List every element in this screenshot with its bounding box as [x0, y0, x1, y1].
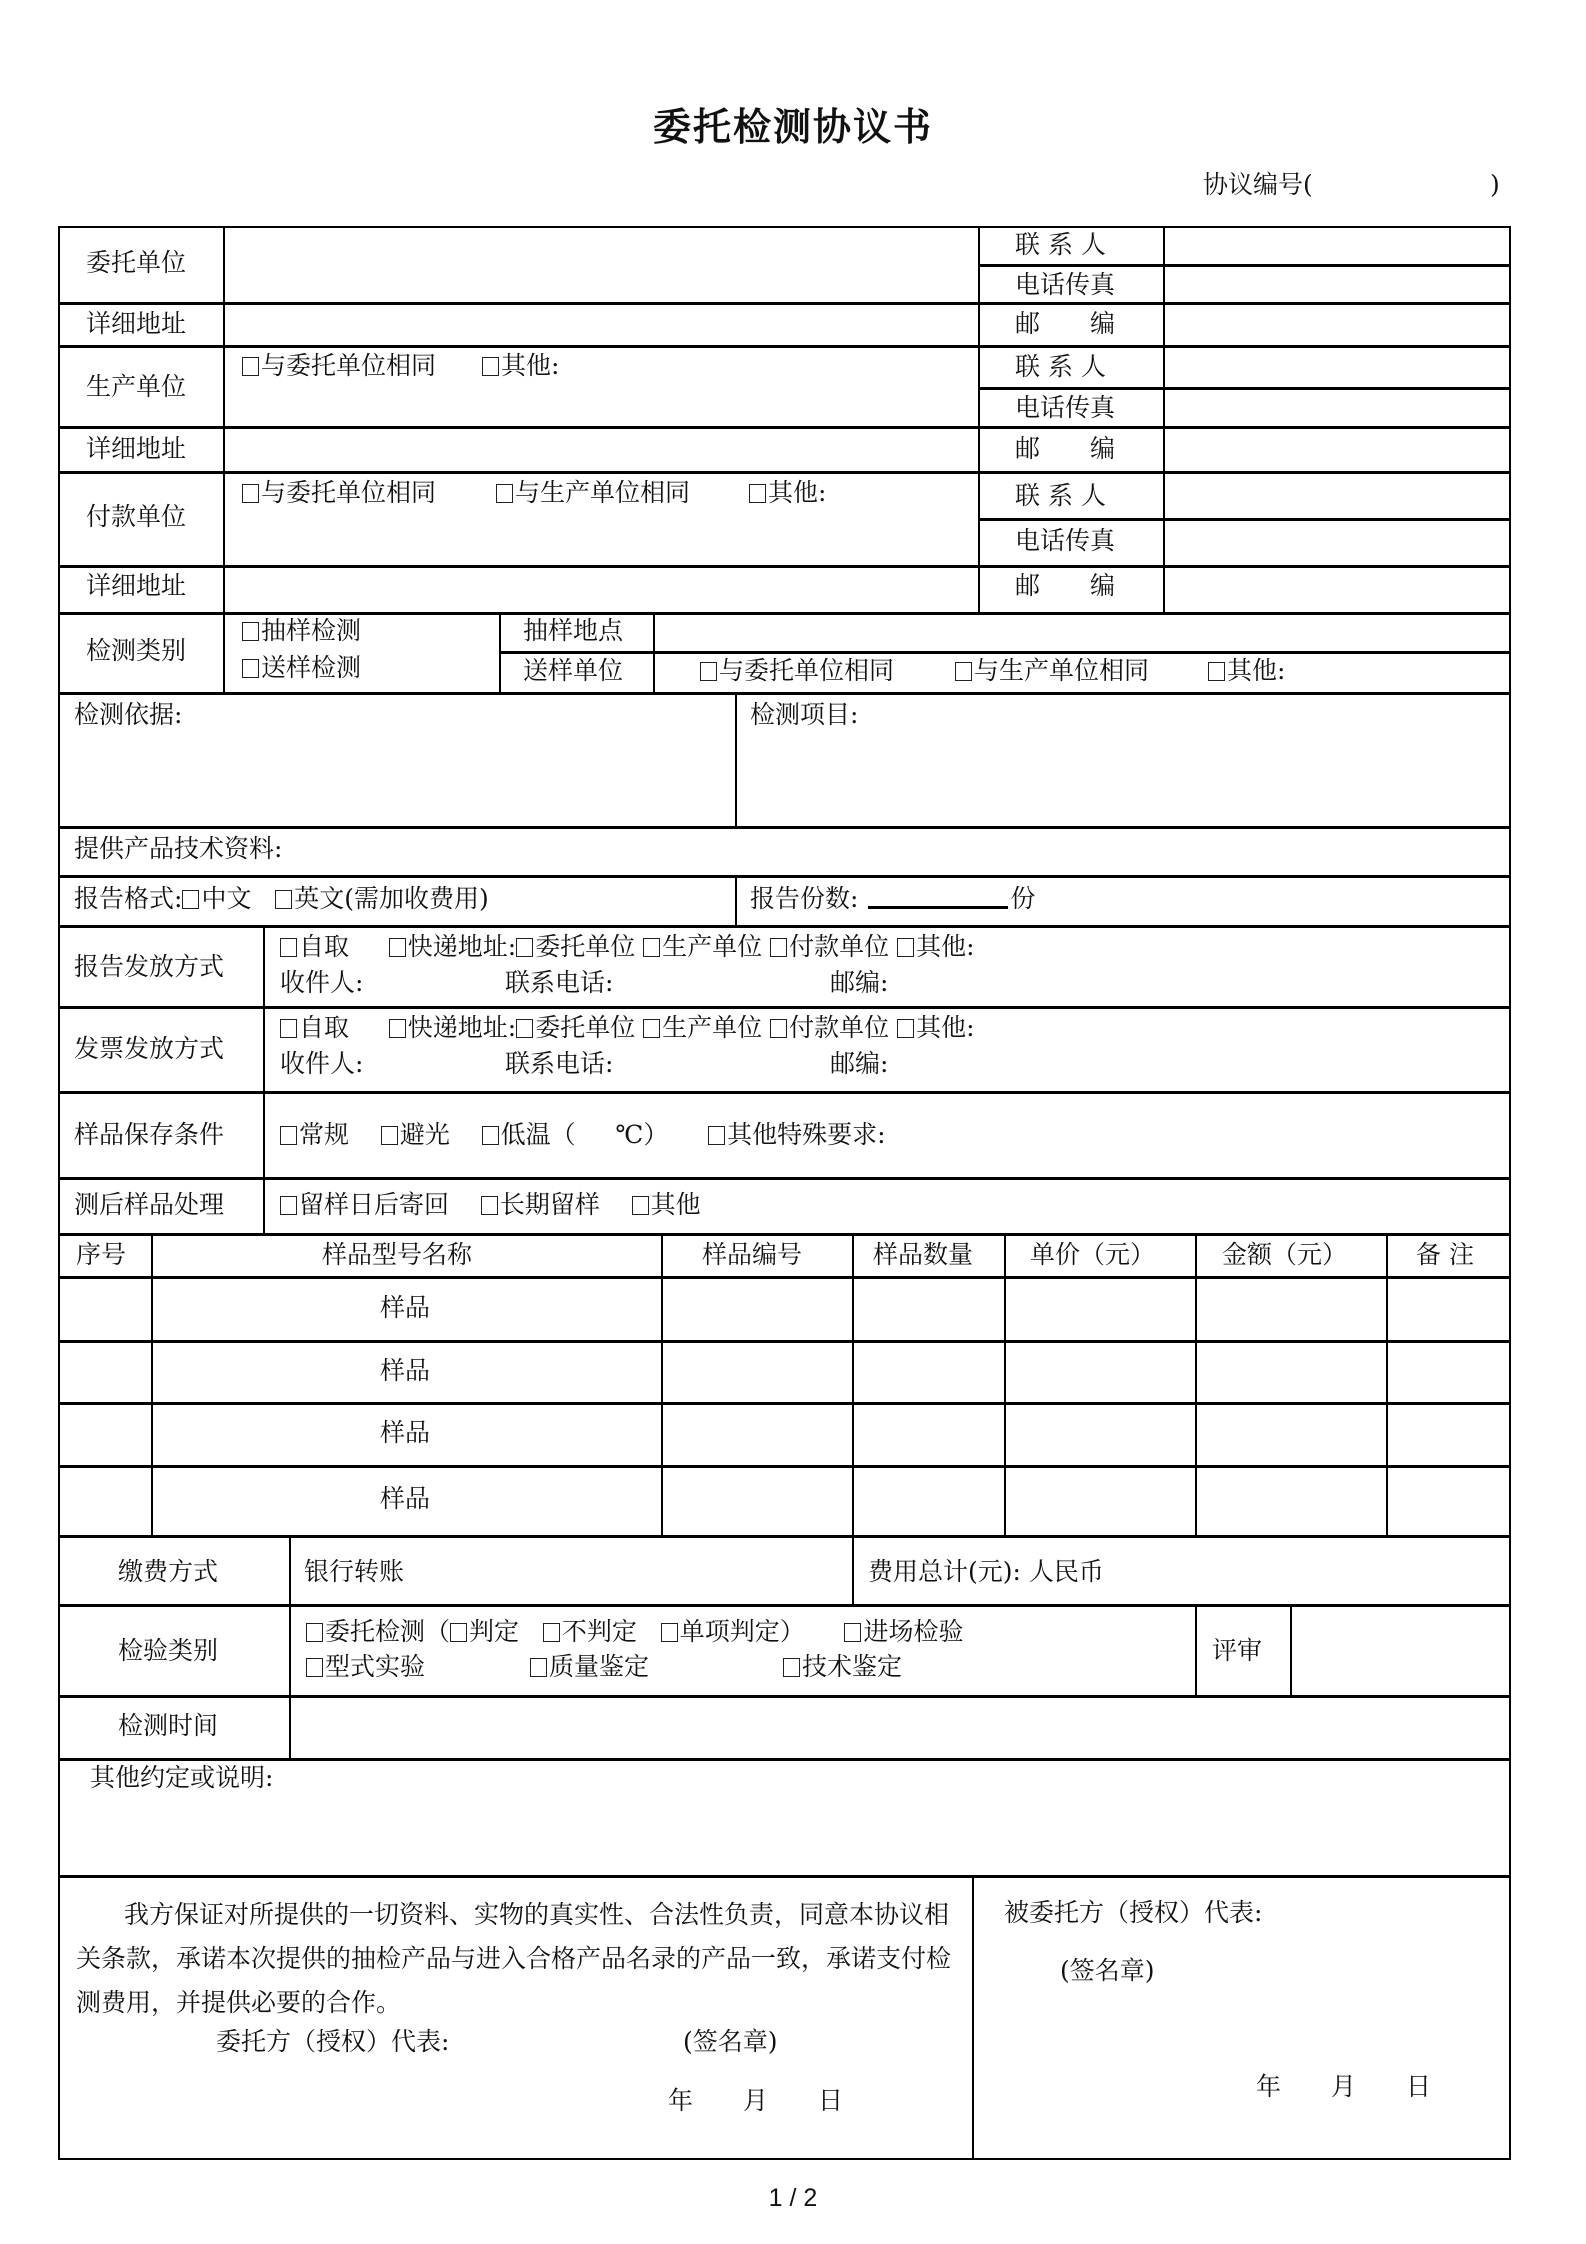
- divider: [58, 345, 1510, 348]
- option-label: 英文(需加收费用): [294, 884, 489, 913]
- agreement-no-close: ): [1490, 170, 1500, 199]
- col-header-sample-no: 样品编号: [702, 1240, 803, 1269]
- checkbox[interactable]: [481, 1196, 498, 1215]
- option-label: 自取: [299, 1013, 350, 1042]
- document-title: 委托检测协议书: [652, 104, 933, 149]
- divider: [223, 226, 225, 612]
- inspection-option-quality[interactable]: [530, 1652, 649, 1682]
- invoice-delivery-options: [280, 1013, 975, 1043]
- report-format-row: [74, 884, 489, 914]
- checkbox[interactable]: [844, 1623, 861, 1642]
- option-label: 生产单位: [662, 1013, 763, 1042]
- tech-docs-label: 提供产品技术资料:: [74, 834, 283, 863]
- divider: [58, 875, 1510, 878]
- checkbox[interactable]: [516, 938, 533, 957]
- sampling-site-label: 抽样地点: [523, 616, 624, 645]
- divider: [1195, 1604, 1197, 1695]
- entrust-contact-label: 联 系 人: [1015, 230, 1106, 259]
- divider: [58, 302, 1510, 305]
- divider: [58, 471, 1510, 474]
- divider: [1163, 226, 1165, 612]
- col-header-name: 样品型号名称: [322, 1240, 473, 1269]
- divider: [58, 1233, 1510, 1236]
- page-number: 1 / 2: [768, 2184, 818, 2212]
- option-label: 判定: [469, 1617, 520, 1646]
- producer-zip-label: 邮 编: [1015, 434, 1116, 463]
- test-time-label: 检测时间: [118, 1711, 219, 1740]
- agent-rep-label: 被委托方（授权）代表:: [1004, 1898, 1263, 1927]
- option-label: 其他:: [501, 351, 560, 380]
- divider: [978, 226, 980, 612]
- checkbox[interactable]: [708, 1126, 725, 1145]
- checkbox[interactable]: [783, 1658, 800, 1677]
- option-label: 其他特殊要求:: [727, 1120, 886, 1149]
- option-label: 生产单位: [662, 932, 763, 961]
- inspection-options-row1: [306, 1617, 964, 1647]
- payer-phone-label: 电话传真: [1015, 526, 1116, 555]
- checkbox-english[interactable]: [275, 890, 292, 909]
- option-label: 不判定: [561, 1617, 637, 1646]
- divider: [58, 1276, 1510, 1279]
- payer-opt-other[interactable]: [749, 478, 826, 508]
- frame-top: [58, 226, 1510, 228]
- checkbox[interactable]: [482, 1126, 499, 1145]
- client-signature-label: (签名章): [683, 2027, 778, 2056]
- checkbox[interactable]: [897, 938, 914, 957]
- divider: [58, 826, 1510, 829]
- checkbox[interactable]: [643, 1019, 660, 1038]
- sender-opt-same-producer[interactable]: [955, 656, 1149, 686]
- option-label: 质量鉴定: [549, 1652, 650, 1681]
- option-label: 自取: [299, 932, 350, 961]
- divider: [972, 1875, 974, 2158]
- divider: [735, 692, 737, 827]
- checkbox[interactable]: [306, 1623, 323, 1642]
- payer-label: 付款单位: [86, 502, 187, 531]
- producer-opt-same-entrust[interactable]: [242, 351, 436, 381]
- option-label: 低温（: [500, 1120, 576, 1149]
- checkbox[interactable]: [389, 938, 406, 957]
- report-delivery-options: [280, 932, 975, 962]
- inspection-option-technical[interactable]: [783, 1652, 902, 1682]
- divider: [58, 1177, 1510, 1180]
- option-label: 与生产单位相同: [974, 656, 1150, 685]
- option-label: 避光: [399, 1120, 450, 1149]
- divider: [289, 1537, 291, 1758]
- checkbox[interactable]: [242, 484, 259, 503]
- producer-opt-other[interactable]: [482, 351, 559, 381]
- checkbox[interactable]: [280, 938, 297, 957]
- test-type-label: 检测类别: [86, 636, 187, 665]
- divider: [58, 1340, 1510, 1343]
- payer-opt-same-producer[interactable]: [496, 478, 690, 508]
- entrust-address-label: 详细地址: [86, 309, 187, 338]
- payer-opt-same-entrust[interactable]: [242, 478, 436, 508]
- client-rep-label: 委托方（授权）代表:: [216, 2027, 450, 2056]
- divider: [58, 612, 1510, 615]
- option-label: 常规: [299, 1120, 350, 1149]
- invoice-zip-label: 邮编:: [830, 1049, 889, 1078]
- checkbox[interactable]: [450, 1623, 467, 1642]
- report-zip-label: 邮编:: [830, 968, 889, 997]
- agreement-no-label: 协议编号(: [1203, 170, 1313, 199]
- checkbox[interactable]: [749, 484, 766, 503]
- checkbox[interactable]: [632, 1196, 649, 1215]
- invoice-recipient-label: 收件人:: [280, 1049, 364, 1078]
- payment-method: 银行转账: [304, 1557, 405, 1586]
- disposal-options: [280, 1190, 701, 1220]
- copies-input[interactable]: [868, 884, 1008, 909]
- option-label: 其他:: [1227, 656, 1286, 685]
- report-format-label: 报告格式:: [74, 884, 183, 913]
- copies-label: 报告份数:: [750, 884, 859, 913]
- checkbox[interactable]: [643, 938, 660, 957]
- test-type-delivered[interactable]: [242, 653, 361, 683]
- producer-address-label: 详细地址: [86, 434, 187, 463]
- checkbox[interactable]: [770, 1019, 787, 1038]
- divider: [263, 1091, 265, 1233]
- option-label: ℃）: [615, 1120, 669, 1149]
- checkbox[interactable]: [496, 484, 513, 503]
- divider: [58, 1875, 1510, 1878]
- producer-phone-label: 电话传真: [1015, 393, 1116, 422]
- storage-options: [280, 1120, 886, 1150]
- report-recipient-label: 收件人:: [280, 968, 364, 997]
- payer-zip-label: 邮 编: [1015, 571, 1116, 600]
- option-label: 技术鉴定: [802, 1652, 903, 1681]
- total-fee-label: 费用总计(元): 人民币: [868, 1557, 1104, 1586]
- divider: [58, 1006, 1510, 1009]
- payer-contact-label: 联 系 人: [1015, 481, 1106, 510]
- table-row: 样品: [380, 1356, 431, 1385]
- divider: [735, 875, 737, 925]
- entrust-zip-label: 邮 编: [1015, 309, 1116, 338]
- option-label: 付款单位: [789, 1013, 890, 1042]
- agent-signature-label: (签名章): [1060, 1956, 1155, 1985]
- frame-right: [1509, 226, 1511, 2160]
- checkbox[interactable]: [543, 1623, 560, 1642]
- checkbox[interactable]: [700, 662, 717, 681]
- report-copies-row: [750, 884, 1035, 914]
- payer-address-label: 详细地址: [86, 571, 187, 600]
- review-label: 评审: [1212, 1636, 1263, 1665]
- items-label: 检测项目:: [750, 700, 859, 729]
- divider: [978, 264, 1510, 267]
- sender-unit-label: 送样单位: [523, 656, 624, 685]
- declaration-text: 我方保证对所提供的一切资料、实物的真实性、合法性负责，同意本协议相关条款，承诺本次提供的抽检产品与进入合格产品名录的产品一致，承诺支付检测费用，并提供必要的合作。: [76, 1900, 952, 2017]
- divider: [852, 1537, 854, 1604]
- divider: [978, 518, 1510, 521]
- divider: [58, 1402, 1510, 1405]
- divider: [223, 612, 225, 692]
- option-label: 单项判定）: [679, 1617, 805, 1646]
- entrust-label: 委托单位: [86, 248, 187, 277]
- option-label: 与委托单位相同: [261, 351, 437, 380]
- producer-contact-label: 联 系 人: [1015, 352, 1106, 381]
- invoice-tel-label: 联系电话:: [505, 1049, 614, 1078]
- divider: [58, 925, 1510, 928]
- checkbox[interactable]: [955, 662, 972, 681]
- agent-date: 年 月 日: [1256, 2072, 1432, 2101]
- option-label: 其他: [650, 1190, 701, 1219]
- option-label: 进场检验: [863, 1617, 964, 1646]
- table-row: 样品: [380, 1418, 431, 1447]
- checkbox[interactable]: [242, 357, 259, 376]
- divider: [58, 692, 1510, 695]
- option-label: 委托单位: [535, 1013, 636, 1042]
- checkbox[interactable]: [516, 1019, 533, 1038]
- checkbox-chinese[interactable]: [182, 890, 199, 909]
- report-delivery-label: 报告发放方式: [74, 952, 225, 981]
- option-label: 型式实验: [325, 1652, 426, 1681]
- producer-label: 生产单位: [86, 372, 187, 401]
- divider: [58, 1604, 1510, 1607]
- option-label: 与生产单位相同: [515, 478, 691, 507]
- divider: [978, 387, 1510, 390]
- frame-bottom: [58, 2158, 1511, 2160]
- option-label: 委托单位: [535, 932, 636, 961]
- checkbox[interactable]: [306, 1658, 323, 1677]
- report-tel-label: 联系电话:: [505, 968, 614, 997]
- col-header-remark: 备 注: [1416, 1240, 1474, 1269]
- storage-label: 样品保存条件: [74, 1120, 225, 1149]
- option-label: 快递地址:: [407, 1013, 517, 1042]
- disposal-label: 测后样品处理: [74, 1190, 225, 1219]
- checkbox[interactable]: [280, 1196, 297, 1215]
- col-header-unit-price: 单价（元）: [1030, 1240, 1156, 1269]
- option-label: 与委托单位相同: [261, 478, 437, 507]
- inspection-label: 检验类别: [118, 1636, 219, 1665]
- option-label: 抽样检测: [261, 616, 362, 645]
- client-date: 年 月 日: [668, 2086, 844, 2115]
- entrust-phone-label: 电话传真: [1015, 270, 1116, 299]
- other-notes-label: 其他约定或说明:: [90, 1763, 274, 1792]
- divider: [58, 1465, 1510, 1468]
- checkbox[interactable]: [242, 622, 259, 641]
- inspection-option-type-test[interactable]: [306, 1652, 425, 1682]
- divider: [58, 565, 1510, 568]
- option-label: 快递地址:: [407, 932, 517, 961]
- checkbox[interactable]: [1208, 662, 1225, 681]
- divider: [58, 1758, 1510, 1761]
- checkbox[interactable]: [381, 1126, 398, 1145]
- divider: [58, 1695, 1510, 1698]
- checkbox[interactable]: [770, 938, 787, 957]
- checkbox[interactable]: [661, 1623, 678, 1642]
- frame-left: [58, 226, 60, 2160]
- option-label: 其他:: [916, 1013, 975, 1042]
- col-header-amount: 金额（元）: [1222, 1240, 1348, 1269]
- option-label: 留样日后寄回: [299, 1190, 450, 1219]
- checkbox[interactable]: [389, 1019, 406, 1038]
- option-label: 长期留样: [499, 1190, 600, 1219]
- divider: [499, 651, 1510, 654]
- table-row: 样品: [380, 1484, 431, 1513]
- divider: [58, 1091, 1510, 1094]
- copies-unit: 份: [1010, 884, 1036, 913]
- divider: [1290, 1604, 1292, 1695]
- option-label: 送样检测: [261, 653, 362, 682]
- invoice-delivery-label: 发票发放方式: [74, 1034, 225, 1063]
- option-label: 委托检测（: [325, 1617, 451, 1646]
- checkbox[interactable]: [482, 357, 499, 376]
- col-header-index: 序号: [76, 1240, 127, 1269]
- checkbox[interactable]: [897, 1019, 914, 1038]
- basis-label: 检测依据:: [74, 700, 183, 729]
- table-row: 样品: [380, 1293, 431, 1322]
- option-label: 其他:: [768, 478, 827, 507]
- divider: [58, 426, 1510, 429]
- option-label: 其他:: [916, 932, 975, 961]
- option-label: 中文: [201, 884, 252, 913]
- checkbox[interactable]: [530, 1658, 547, 1677]
- checkbox[interactable]: [280, 1019, 297, 1038]
- sender-opt-same-entrust[interactable]: [700, 656, 894, 686]
- option-label: 与委托单位相同: [719, 656, 895, 685]
- checkbox[interactable]: [280, 1126, 297, 1145]
- test-type-sampling[interactable]: [242, 616, 361, 646]
- col-header-quantity: 样品数量: [873, 1240, 974, 1269]
- divider: [58, 1535, 1510, 1538]
- sender-opt-other[interactable]: [1208, 656, 1285, 686]
- payment-label: 缴费方式: [118, 1557, 219, 1586]
- checkbox[interactable]: [242, 659, 259, 678]
- option-label: 付款单位: [789, 932, 890, 961]
